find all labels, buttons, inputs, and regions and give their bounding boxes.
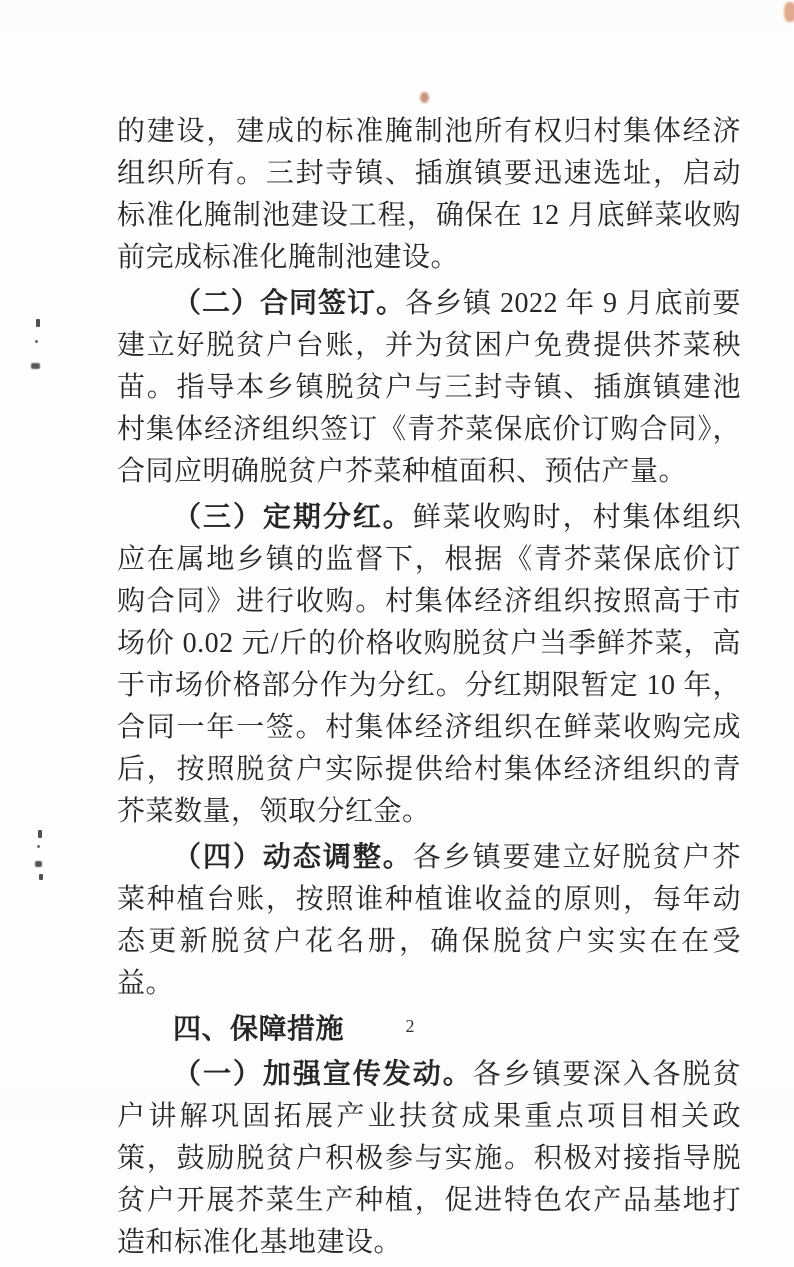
ink-speck [31, 363, 40, 369]
paragraph-text: 鲜菜收购时，村集体组织应在属地乡镇的监督下，根据《青芥菜保底价订购合同》进行收购。村集体经济组织按照高于市场价 0.02 元/斤的价格收购脱贫户当季鲜芥菜，高于市场价格部分作为分红。分红期限暂定 10 年，合同一年一签。村集体经济组织在鲜菜收购完成后，按照脱贫户实际提供给村集体经济组织的青芥菜数量，领取分红金。 [117, 502, 741, 827]
stain-top-right-corner [784, 2, 794, 22]
page-number [0, 1016, 794, 1037]
body-paragraph [117, 111, 741, 279]
ink-speck [38, 830, 42, 838]
paragraph-lead: （四）动态调整。 [173, 841, 413, 872]
document-body [117, 111, 741, 1267]
paragraph-text: 各乡镇 2022 年 9 月底前要建立好脱贫户台账，并为贫困户免费提供芥菜秧苗。指导本乡镇脱贫户与三封寺镇、插旗镇建池村集体经济组织签订《青芥菜保底价订购合同》，合同应明确脱贫户芥菜种植面积、预估产量。 [117, 288, 741, 487]
paragraph-lead: 四、保障措施 [173, 1013, 345, 1044]
paragraph-lead: （二）合同签订。 [173, 287, 405, 318]
body-paragraph [117, 496, 741, 833]
paragraph-text: 各乡镇要建立好脱贫户芥菜种植台账，按照谁种植谁收益的原则，每年动态更新脱贫户花名册，确保脱贫户实实在在受益。 [117, 842, 741, 999]
page-number-value: 2 [405, 1016, 415, 1036]
paragraph-lead: （一）加强宣传发动。 [173, 1058, 473, 1089]
paragraph-text: 的建设，建成的标准腌制池所有权归村集体经济组织所有。三封寺镇、插旗镇要迅速选址，启动标准化腌制池建设工程，确保在 12 月底鲜菜收购前完成标准化腌制池建设。 [117, 116, 741, 273]
ink-speck [37, 845, 40, 848]
ink-speck [35, 861, 42, 867]
body-paragraph [117, 836, 741, 1005]
paragraph-lead: （三）定期分红。 [173, 501, 413, 532]
ink-speck [35, 340, 38, 343]
ink-speck [39, 874, 43, 880]
body-paragraph [117, 1053, 741, 1264]
body-paragraph [117, 282, 741, 493]
ink-speck [36, 319, 40, 327]
paragraph-text: 各乡镇要深入各脱贫户讲解巩固拓展产业扶贫成果重点项目相关政策，鼓励脱贫户积极参与实施。积极对接指导脱贫户开展芥菜生产种植，促进特色农产品基地打造和标准化基地建设。 [117, 1059, 741, 1258]
stain-dot-top-center [420, 92, 429, 103]
